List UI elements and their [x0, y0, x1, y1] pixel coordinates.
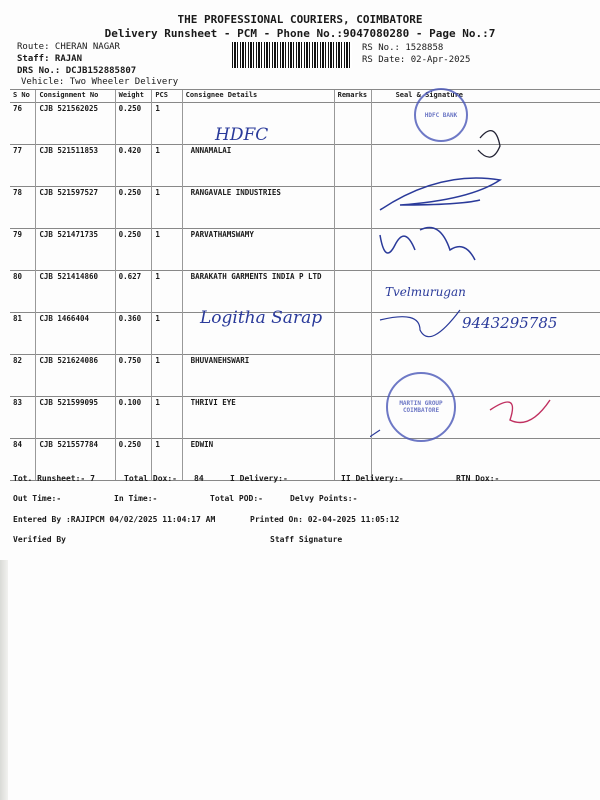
- cell-consignment-no: CJB 521597527: [36, 187, 115, 229]
- verified-by: Verified By: [13, 535, 66, 544]
- cell-sno: 81: [10, 313, 36, 355]
- drs-no: DRS No.: DCJB152885807: [17, 66, 137, 76]
- stamp-hdfc: HDFC BANK: [414, 88, 468, 142]
- route: Route: CHERAN NAGAR: [17, 42, 120, 52]
- cell-sno: 82: [10, 355, 36, 397]
- cell-remarks: [334, 187, 371, 229]
- cell-remarks: [334, 355, 371, 397]
- handwriting-hdfc: HDFC: [215, 125, 269, 145]
- cell-weight: 0.250: [115, 229, 152, 271]
- cell-sno: 78: [10, 187, 36, 229]
- cell-consignee: ANNAMALAI: [182, 145, 334, 187]
- col-weight: Weight: [115, 90, 152, 103]
- i-delivery: I Delivery:-: [230, 474, 288, 483]
- cell-weight: 0.100: [115, 397, 152, 439]
- cell-pcs: 1: [152, 187, 182, 229]
- col-seal-signature: Seal & Signature: [371, 90, 600, 103]
- cell-sno: 77: [10, 145, 36, 187]
- cell-pcs: 1: [152, 397, 182, 439]
- cell-consignee: BARAKATH GARMENTS INDIA P LTD: [182, 271, 334, 313]
- handwriting-tvel: Tvelmurugan: [385, 285, 466, 299]
- total-pod: Total POD:-: [210, 494, 263, 503]
- cell-sno: 76: [10, 103, 36, 145]
- cell-remarks: [334, 271, 371, 313]
- cell-remarks: [334, 103, 371, 145]
- cell-consignee: RANGAVALE INDUSTRIES: [182, 187, 334, 229]
- staff-signature: Staff Signature: [270, 535, 343, 544]
- cell-weight: 0.250: [115, 103, 152, 145]
- cell-consignment-no: CJB 521414860: [36, 271, 115, 313]
- cell-pcs: 1: [152, 355, 182, 397]
- rtn-dox: RTN Dox:-: [456, 474, 500, 483]
- barcode: [232, 42, 352, 68]
- cell-sno: 83: [10, 397, 36, 439]
- cell-consignment-no: CJB 521562025: [36, 103, 115, 145]
- cell-sno: 79: [10, 229, 36, 271]
- signatures: [370, 110, 600, 480]
- total-dox-value: 84: [194, 474, 204, 483]
- rs-no: RS No.: 1528858: [362, 43, 444, 53]
- out-time: Out Time:-: [13, 494, 62, 503]
- col-pcs: PCS: [152, 90, 182, 103]
- total-dox-label: Total Dox:-: [124, 474, 177, 483]
- cell-remarks: [334, 145, 371, 187]
- cell-consignee: PARVATHAMSWAMY: [182, 229, 334, 271]
- cell-weight: 0.250: [115, 439, 152, 481]
- cell-pcs: 1: [152, 103, 182, 145]
- cell-pcs: 1: [152, 313, 182, 355]
- vehicle: Vehicle: Two Wheeler Delivery: [21, 77, 179, 87]
- ii-delivery: II Delivery:-: [341, 474, 404, 483]
- tot-runsheet: Tot. Runsheet:- 7: [13, 474, 95, 483]
- entered-by: Entered By :RAJIPCM 04/02/2025 11:04:17 AM: [13, 515, 216, 524]
- stamp-martin: MARTIN GROUP COIMBATORE: [386, 372, 456, 442]
- cell-remarks: [334, 397, 371, 439]
- printed-on: Printed On: 02-04-2025 11:05:12: [250, 515, 400, 524]
- table-header: [10, 90, 600, 103]
- company-title: THE PROFESSIONAL COURIERS, COIMBATORE: [177, 13, 423, 26]
- rs-date: RS Date: 02-Apr-2025: [362, 55, 471, 65]
- cell-weight: 0.627: [115, 271, 152, 313]
- delvy-points: Delvy Points:-: [290, 494, 358, 503]
- cell-pcs: 1: [152, 439, 182, 481]
- cell-weight: 0.420: [115, 145, 152, 187]
- col-consignee: Consignee Details: [182, 90, 334, 103]
- cell-consignment-no: CJB 1466404: [36, 313, 115, 355]
- col-remarks: Remarks: [334, 90, 371, 103]
- cell-consignee: BHUVANEHSWARI: [182, 355, 334, 397]
- cell-consignee: THRIVI EYE: [182, 397, 334, 439]
- col-sno: S No: [10, 90, 36, 103]
- handwriting-phone: 9443295785: [462, 314, 558, 332]
- cell-remarks: [334, 313, 371, 355]
- cell-consignment-no: CJB 521471735: [36, 229, 115, 271]
- cell-consignment-no: CJB 521511853: [36, 145, 115, 187]
- cell-remarks: [334, 229, 371, 271]
- handwriting-logitha: Logitha Sarap: [200, 308, 323, 328]
- cell-pcs: 1: [152, 145, 182, 187]
- in-time: In Time:-: [114, 494, 158, 503]
- cell-weight: 0.750: [115, 355, 152, 397]
- cell-weight: 0.360: [115, 313, 152, 355]
- col-consignment: Consignment No: [36, 90, 115, 103]
- cell-consignment-no: CJB 521557784: [36, 439, 115, 481]
- cell-pcs: 1: [152, 229, 182, 271]
- cell-sno: 84: [10, 439, 36, 481]
- cell-weight: 0.250: [115, 187, 152, 229]
- cell-consignment-no: CJB 521624086: [36, 355, 115, 397]
- cell-consignee: EDWIN: [182, 439, 334, 481]
- staff: Staff: RAJAN: [17, 54, 83, 64]
- cell-sno: 80: [10, 271, 36, 313]
- cell-pcs: 1: [152, 271, 182, 313]
- cell-consignment-no: CJB 521599095: [36, 397, 115, 439]
- runsheet-subtitle: Delivery Runsheet - PCM - Phone No.:9047080280 - Page No.:7: [104, 27, 496, 40]
